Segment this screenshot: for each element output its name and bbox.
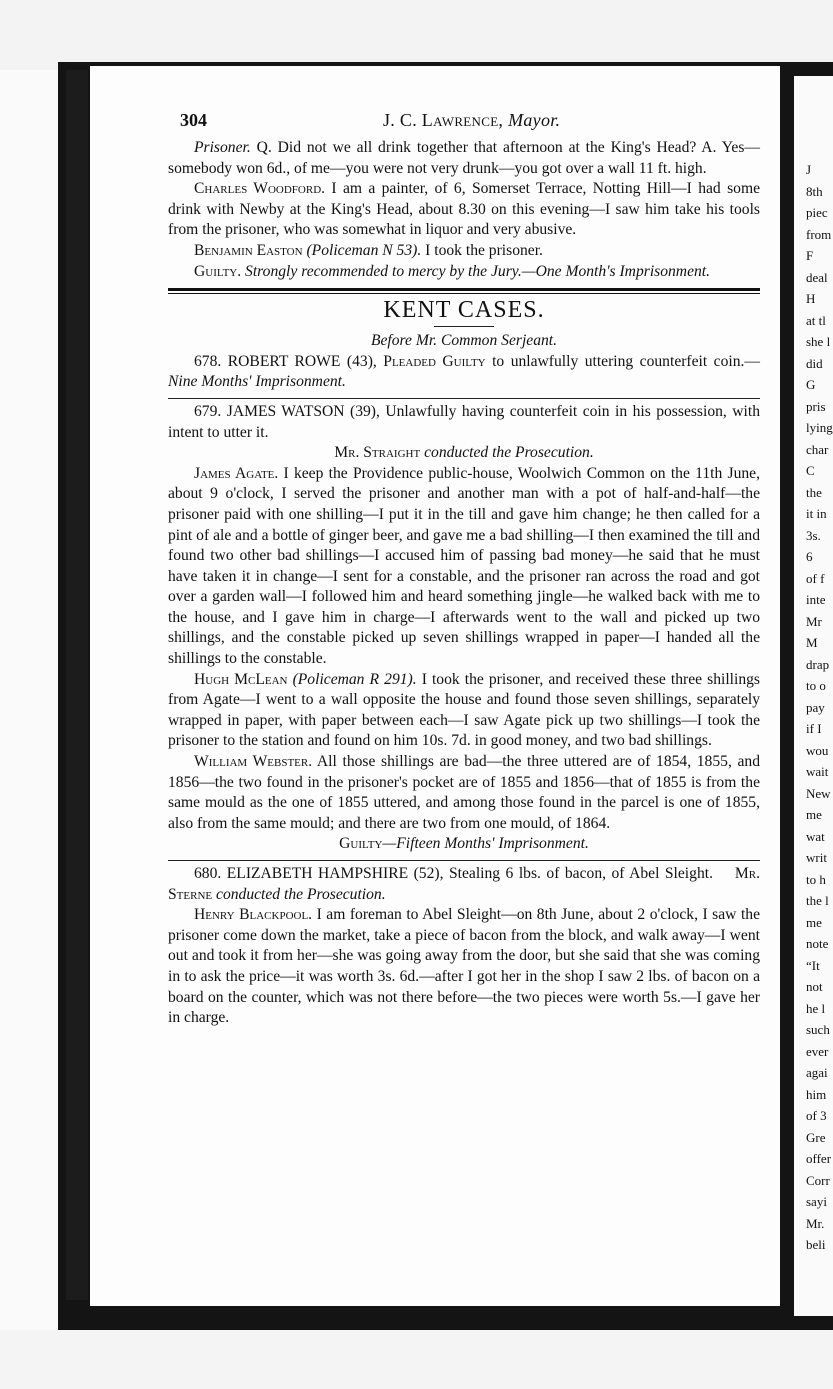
facing-page-text: to o [806, 678, 826, 693]
testimony-mclean [168, 670, 760, 752]
facing-page-text: New [806, 785, 831, 801]
defendant-age: (39), [350, 402, 380, 420]
verdict-text: Strongly recommended to mercy by the Jury.—One Month's Imprisonment. [241, 262, 711, 280]
facing-page-text: Corr [806, 1172, 830, 1188]
testimony-text: I am foreman to Abel Sleight—on 8th June, about 2 o'clock, I saw the prisoner come down the market, take a piece of bacon from the block, and walk away—I went out and took it from her—she was going away from the door, but she said that she was coming in to ask the price—it was worth 3s. 6d.—after I got her in the shop I saw 2 lbs. of bacon on a board on the counter, which was not there before—the two pieces were worth 5s.—I gave her in charge. [168, 906, 760, 1027]
facing-page-text: to h [806, 871, 826, 887]
facing-page-text: ever [806, 1043, 829, 1059]
facing-page-text: C [806, 463, 815, 478]
facing-page-text: pris [806, 398, 826, 414]
testimony-blackpool [168, 905, 760, 1029]
speaker: Hugh McLean [194, 670, 288, 688]
defendant-name: ELIZABETH HAMPSHIRE [226, 865, 409, 882]
verdict-679 [168, 834, 760, 855]
facing-page-text: wat [806, 828, 825, 844]
defendant-age: (52), [413, 865, 444, 882]
facing-page-text: me [806, 807, 822, 822]
facing-page-text: if I [806, 721, 822, 736]
facing-page-text: wou [806, 742, 829, 758]
page-number: 304 [180, 110, 207, 130]
facing-page-text: writ [806, 850, 827, 865]
running-head [383, 110, 560, 131]
case-679 [168, 402, 760, 443]
testimony-text: I took the prisoner, and received these three shillings from Agate—I went to a wall opposite the house and found those seven shillings, separately wrapped in paper, with paper between each—I saw Agate pick up two shillings—I took the prisoner to the station and found on him 10s. 7d. in good money, and two bad shillings. [168, 670, 760, 750]
testimony-woodford [168, 179, 760, 241]
facing-page-text: wait [806, 764, 829, 779]
prosecutor: Mr. Sterne [168, 865, 760, 903]
testimony-text: I took the prisoner. [421, 241, 543, 259]
page-content [168, 108, 760, 1029]
facing-page-text: not [806, 979, 823, 994]
page-header [168, 108, 760, 138]
facing-page-text: char [806, 441, 829, 457]
case-678 [168, 352, 760, 393]
facing-page-text: deal [806, 269, 828, 285]
facing-page-fragment [794, 76, 833, 1316]
page-edge [66, 70, 88, 1300]
testimony-easton [168, 241, 760, 262]
case-number: 678. [194, 352, 222, 370]
prosecution-text: conducted the Prosecution. [420, 444, 594, 462]
facing-page-text: Mr. [806, 1215, 825, 1231]
case-number: 680. [194, 865, 222, 882]
case-divider [168, 398, 760, 399]
facing-page-text: J [806, 162, 812, 177]
speaker: William Webster. [194, 753, 313, 771]
facing-page-text: note [806, 936, 829, 951]
verdict-label: Guilty [339, 835, 383, 853]
section-title: KENT CASES. [383, 297, 545, 324]
facing-page-text: the l [806, 893, 829, 908]
charge: Stealing 6 lbs. of bacon, of Abel Sleight. [443, 865, 713, 882]
facing-page-text: me [806, 914, 822, 930]
testimony-webster [168, 752, 760, 834]
running-head-title: Mayor. [508, 110, 561, 130]
facing-page-text: of f [806, 570, 825, 586]
facing-page-text: 6 [806, 549, 813, 564]
plea: Pleaded Guilty [383, 352, 486, 370]
facing-page-text: from [806, 226, 832, 242]
testimony-text: I am a painter, of 6, Somerset Terrace, Notting Hill—I had some drink with Newby at the King's Head, about 8.30 on this evening—I saw him take his tools from the prisoner, who was somewhat in liquor and very abusive. [168, 180, 760, 239]
speaker-role: (Policeman N 53). [306, 241, 422, 259]
facing-page-text: M [806, 635, 818, 650]
facing-page-text: Mr [806, 613, 822, 629]
verdict-label: Guilty. [194, 262, 242, 280]
facing-page-text: G [806, 377, 816, 392]
facing-page-text: sayi [806, 1194, 827, 1209]
sentence: Nine Months' Imprisonment. [168, 373, 346, 391]
verdict-text: —Fifteen Months' Imprisonment. [382, 835, 589, 853]
defendant-name: ROBERT ROWE [227, 352, 341, 370]
facing-page-text: F [806, 248, 814, 263]
prosecution-line [168, 443, 760, 464]
facing-page-text: it in [806, 506, 827, 521]
facing-page-text: beli [806, 1237, 826, 1252]
speaker-role: (Policeman R 291). [292, 670, 417, 688]
speaker: James Agate. [194, 464, 279, 482]
charge: Unlawfully having counterfeit coin in his possession, with intent to utter it. [168, 402, 760, 441]
running-head-name: J. C. Lawrence, [383, 110, 504, 130]
defendant-age: (43), [346, 352, 377, 370]
court-heading: Before Mr. Common Serjeant. [370, 332, 558, 350]
facing-page-text: lying [806, 420, 833, 435]
case-divider [168, 860, 760, 861]
facing-page-text: him [806, 1086, 827, 1102]
background-top [0, 0, 833, 70]
testimony-prisoner [168, 138, 760, 179]
speaker: Prisoner. [194, 139, 251, 156]
facing-page-text: offer [806, 1151, 832, 1166]
section-divider [168, 288, 760, 294]
speaker: Benjamin Easton [194, 241, 303, 259]
facing-page-text: pay [806, 699, 825, 715]
speaker: Charles Woodford. [194, 180, 326, 198]
facing-page-text: “It [806, 957, 820, 973]
verdict [168, 262, 760, 283]
facing-page-text: drap [806, 656, 830, 672]
facing-page-text: of 3 [806, 1108, 827, 1123]
charge: to unlawfully uttering counterfeit coin.— [485, 352, 761, 370]
defendant-name: JAMES WATSON [226, 402, 345, 420]
facing-page-text: 8th [806, 183, 823, 199]
testimony-text: I keep the Providence public-house, Woolwich Common on the 11th June, about 9 o'clock, I served the prisoner and another man with a pot of half-and-half—the prisoner paid with one shilling—I put it in the till and gave him change; he then called for a pint of ale and a bottle of ginger beer, and gave me a bad shilling—I then examined the till and found two other bad shillings—I accused him of passing bad money—he said that he must have taken it in change—I sent for a constable, and the prisoner ran across the road and got over a garden wall—I followed him and heard something jingle—he walked back with me to the house, and I gave him in charge—I afterwards went to the wall and picked up two shillings, and the constable picked up seven shillings wrapped in paper—I handed all the shillings to the constable. [168, 464, 760, 668]
facing-page-text: she l [806, 334, 831, 349]
case-number: 679. [194, 402, 222, 420]
facing-page-text: agai [806, 1065, 828, 1080]
speaker: Henry Blackpool. [194, 906, 313, 924]
facing-page-text: the [806, 484, 822, 500]
facing-page-text: did [806, 355, 823, 371]
background-bottom [0, 1330, 833, 1389]
case-680 [168, 864, 760, 905]
facing-page-text: such [806, 1022, 830, 1037]
short-rule [434, 326, 494, 327]
facing-page-text: Gre [806, 1129, 826, 1145]
testimony-text: Q. Did not we all drink together that afternoon at the King's Head? A. Yes—somebody won 6d., of me—you were not very drunk—you got over a wall 11 ft. high. [168, 139, 760, 177]
facing-page-text: H [806, 291, 816, 306]
facing-page-text: he l [806, 1000, 826, 1016]
facing-page-text: inte [806, 592, 826, 607]
prosecutor: Mr. Straight [334, 444, 421, 462]
testimony-agate [168, 464, 760, 670]
facing-page-text: at tl [806, 312, 826, 328]
prosecution-text: conducted the Prosecution. [212, 885, 386, 903]
facing-page-text: piec [806, 205, 828, 220]
testimony-text: All those shillings are bad—the three uttered are of 1854, 1855, and 1856—the two found in the prisoner's pocket are of 1855 and 1856—that of 1855 is from the same mould as the one of 1855 uttered, and among those found in the parcel is one of 1855, also from the same mould; and there are two from one mould, of 1864. [168, 753, 760, 832]
facing-page-text: 3s. [806, 527, 821, 543]
